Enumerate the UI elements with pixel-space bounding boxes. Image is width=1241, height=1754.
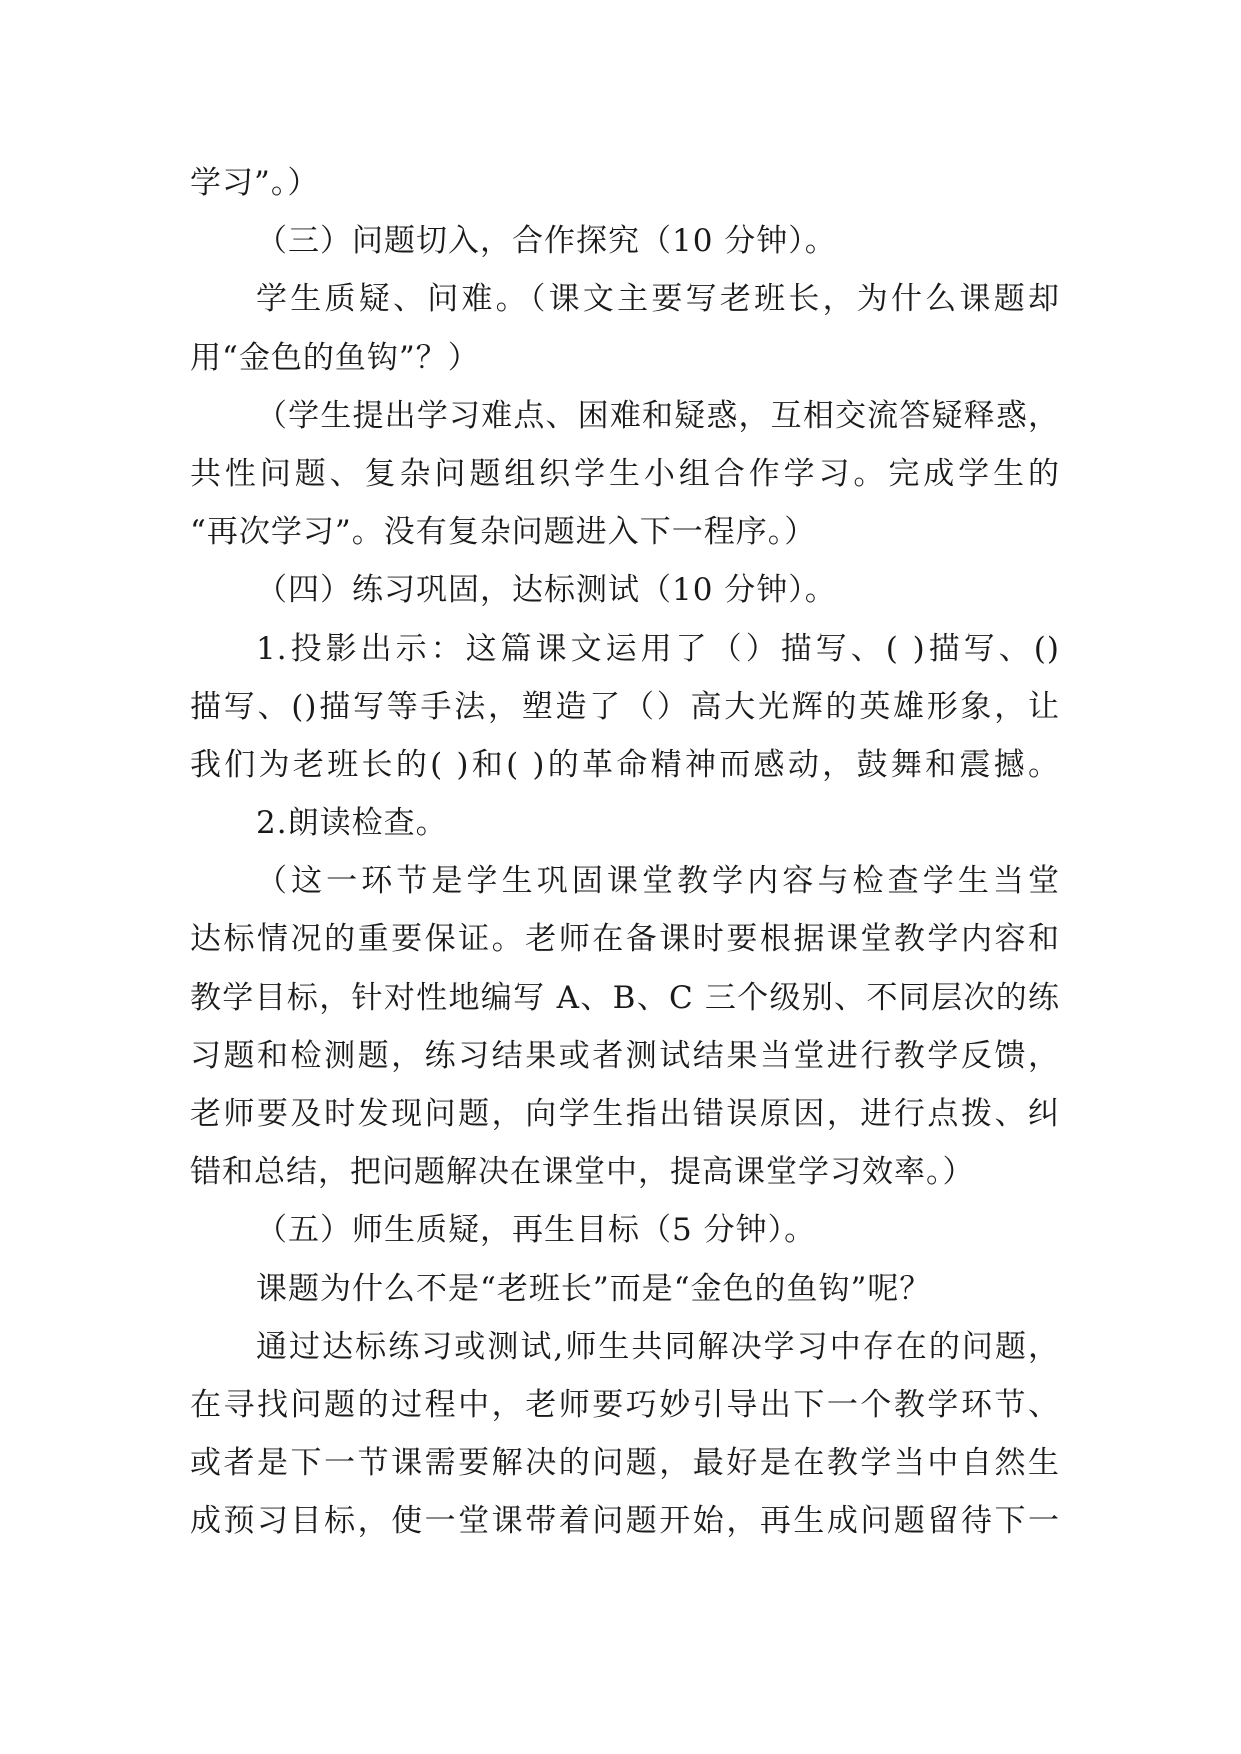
text-line: 教学目标，针对性地编写 A、B、C 三个级别、不同层次的练 [190, 979, 1060, 1016]
text-line: 通过达标练习或测试,师生共同解决学习中存在的问题， [256, 1328, 1060, 1365]
text-line: 习题和检测题，练习结果或者测试结果当堂进行教学反馈， [190, 1037, 1060, 1074]
text-line: 我们为老班长的( )和( )的革命精神而感动，鼓舞和震撼。 [190, 746, 1060, 783]
text-line: 1.投影出示：这篇课文运用了（）描写、( )描写、() [256, 630, 1060, 667]
text-line: 共性问题、复杂问题组织学生小组合作学习。完成学生的 [190, 455, 1060, 492]
text-line: 达标情况的重要保证。老师在备课时要根据课堂教学内容和 [190, 921, 1060, 958]
text-line: 学生质疑、问难。（课文主要写老班长，为什么课题却 [256, 281, 1060, 318]
section-heading: （三）问题切入，合作探究（10 分钟）。 [256, 223, 837, 260]
text-line: 在寻找问题的过程中，老师要巧妙引导出下一个教学环节、 [190, 1386, 1060, 1423]
body-text [190, 154, 1060, 1551]
text-line: （学生提出学习难点、困难和疑惑，互相交流答疑释惑， [256, 397, 1060, 434]
text-line: 2.朗读检查。 [256, 805, 448, 842]
section-heading: （五）师生质疑，再生目标（5 分钟）。 [256, 1212, 817, 1249]
text-line: 课题为什么不是“老班长”而是“金色的鱼钩”呢？ [256, 1270, 932, 1307]
text-line: 老师要及时发现问题，向学生指出错误原因，进行点拨、纠 [190, 1096, 1060, 1132]
text-line: 学习”。） [190, 165, 320, 201]
section-heading: （四）练习巩固，达标测试（10 分钟）。 [256, 572, 837, 609]
text-line: 错和总结，把问题解决在课堂中，提高课堂学习效率。） [190, 1154, 975, 1191]
text-line: 成预习目标，使一堂课带着问题开始，再生成问题留待下一 [190, 1503, 1060, 1540]
text-line: 描写、()描写等手法，塑造了（）高大光辉的英雄形象，让 [190, 688, 1060, 725]
text-line: 用“金色的鱼钩”？） [190, 339, 480, 376]
text-line: 或者是下一节课需要解决的问题，最好是在教学当中自然生 [190, 1445, 1060, 1482]
text-line: “再次学习”。没有复杂问题进入下一程序。） [190, 514, 817, 551]
text-line: （这一环节是学生巩固课堂教学内容与检查学生当堂 [256, 863, 1060, 900]
